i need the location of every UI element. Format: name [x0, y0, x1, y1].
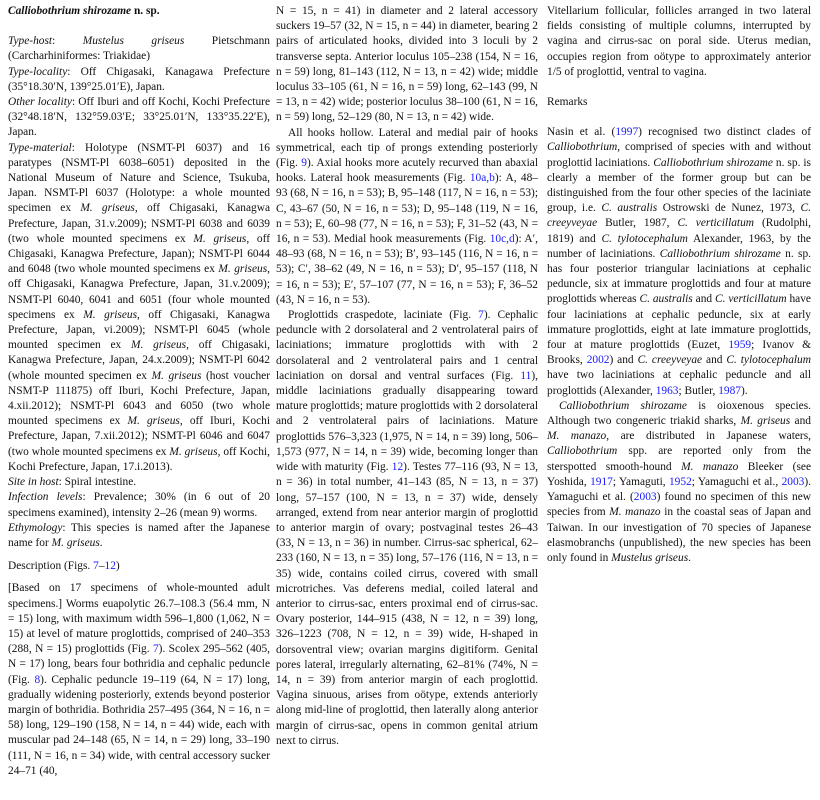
reference-link[interactable]: 7 [93, 560, 99, 573]
text-run: , off Chigasaki, Kanagwa Prefecture, Japan, 31.v.2009); NSMT-Pl 6038 and 6039 (two whole mounted specimens ex [8, 202, 270, 245]
text-run: ) [115, 560, 120, 573]
text-run: Description (Figs. [8, 560, 94, 573]
text-run: ). Scolex 295–562 (405, N = 17) long, bears four bothridia and cephalic peduncle (Fig. [8, 643, 271, 686]
reference-link[interactable]: 12 [391, 461, 404, 474]
reference-link[interactable]: 11 [520, 369, 532, 382]
text-run: . [688, 551, 691, 564]
text-run: ; Ivanov & Brooks, [547, 339, 811, 367]
species-title [8, 4, 270, 19]
text-run: All hooks hollow. Lateral and medial pair of hooks symmetrical, each tip of prongs extending posteriorly (Fig. [276, 126, 538, 170]
text-run: , are distributed in Japanese waters, [606, 430, 811, 443]
reference-link[interactable]: 1987 [718, 384, 741, 397]
column-1 [8, 4, 270, 779]
text-run: ; Yamaguti, [612, 475, 669, 488]
type-host [8, 34, 270, 64]
emphasized-text: Type-material [8, 141, 72, 154]
emphasized-text: M. griseus [151, 369, 202, 382]
text-run: Nasin et al. ( [547, 126, 616, 139]
emphasized-text: M. griseus [51, 536, 100, 549]
text-run: N = 15, n = 41) in diameter and 2 lateral accessory suckers 19–57 (32, N = 15, n = 44) in diameter, bearing 2 pairs of articulated hooks, divided into 3 loculi by 2 transverse septa. Anterior loculus 105–238 (154, N = 16, n = 59) long, 81–143 (112, N = 13, n = 42) wide; middle loculus 33–105 (61, N = 16, n = 59) long, 62–143 (99, N = 13, n = 42) wide; posterior loculus 38–100 (61, N = 16, n = 59) long, 52–129 (80, N = 13, n = 42) wide. [276, 5, 538, 124]
reference-link[interactable]: 10c,d [489, 233, 515, 246]
emphasized-text: M. griseus [80, 202, 135, 215]
emphasized-text: C. creeyveyae [547, 202, 811, 230]
emphasized-text: M. griseus [169, 445, 218, 458]
emphasized-text: C. creeyveyae [637, 354, 703, 367]
emphasized-text: M. manazo [547, 430, 607, 443]
emphasized-text: Type-host [8, 35, 53, 48]
emphasized-text: Type-locality [8, 65, 68, 78]
text-run: and [790, 415, 811, 428]
emphasized-text: C. verticillatum [677, 217, 755, 230]
text-run: ) found no specimen of this new species from [547, 491, 811, 519]
reference-link[interactable]: 7 [152, 643, 159, 656]
text-run: : Spiral intestine. [58, 476, 137, 489]
emphasized-text: M. griseus [127, 415, 180, 428]
text-run: n. sp. has four posterior triangular laciniations at cephalic peduncle, six at immature proglottids and four at mature proglottids whereas [547, 247, 812, 306]
text-run: have two laciniations at cephalic peduncle and all proglottids (Alexander, [547, 369, 811, 397]
text-run: ; Butler, [678, 384, 719, 397]
emphasized-text: C. australis [601, 202, 658, 215]
text-run: and [692, 293, 716, 306]
emphasized-text: Ethymology [8, 521, 63, 534]
text-run: – [98, 560, 105, 573]
text-run: ). Axial hooks more acutely recurved than abaxial hooks. Lateral hook measurements (Fig. [276, 157, 538, 185]
etymology [8, 521, 270, 551]
emphasized-text: Infection levels [8, 491, 83, 504]
text-run: Pietschmann (Carcharhiniformes: Triakidae) [8, 35, 271, 63]
text-run: : This species is named after the Japanese name for [8, 521, 270, 549]
text-run: ). Cephalic peduncle with 2 dorsolateral and 2 ventrolateral pairs of laciniations; immature proglottids with with 2 dorsolateral and 2 ventrolateral pairs and 1 central laciniation on dorsal and ventral surfaces (Fig. [276, 309, 538, 382]
text-run: ). Testes 77–116 (93, N = 13, n = 36) in total number, 41–143 (85, N = 13, n = 37) long, 57–157 (100, N = 13, n = 37) wide, densely arranged, extend from near anterior margin of proglottid to anterior margin of ovary; postvaginal testes 26–43 (33, N = 13, n = 36) in number. Cirrus-sac spherical, 62–233 (160, N = 13, n = 35) long, 57–176 (116, N = 13, n = 35) wide, contains coiled cirrus, covered with small microtriches. Vas deferens medial, coiled lateral and anterior to cirrus-sac, enters proximal end of cirrus-sac. Ovary posterior, 144–915 (438, N = 12, n = 39) long, 326–1223 (708, N = 12, n = 39) wide, H-shaped in dorsoventral view; ovarian margins digitiform. Genital pores lateral, irregularly alternating, 62–81% (74%, N = 14, n = 39) from anterior margin of each proglottid. Vagina sinuous, arises from oötype, extends anteriorly along mid-line of proglottid, then laterally along anterior margin of cirrus-sac, opens in common genital atrium next to cirrus. [276, 461, 538, 747]
reference-link[interactable]: 9 [301, 157, 307, 170]
reference-link[interactable]: 1917 [590, 475, 613, 488]
site-in-host [8, 475, 270, 490]
text-run: ; Yamaguchi et al., [691, 475, 782, 488]
description-heading [8, 559, 270, 574]
text-run: Bleeker (see Yoshida, [547, 460, 812, 488]
text-run: ). Yamaguchi et al. ( [547, 475, 811, 504]
text-run: , off Chigasaki, Kanagwa Prefecture, Japan, vi.2009); NSMT-Pl 6045 (whole mounted specimen ex [8, 308, 270, 352]
column-2 [276, 4, 538, 749]
emphasized-text: M. manazo [681, 460, 739, 473]
reference-link[interactable]: 2003 [633, 491, 657, 504]
text-run: : Prevalence; 30% (in 6 out of 20 specimens examined), intensity 2–26 (mean 9) worms. [8, 491, 271, 519]
text-run: ). [740, 384, 748, 397]
emphasized-text: M. griseus [740, 415, 791, 428]
reference-link[interactable]: 7 [478, 309, 484, 322]
text-run: Vitellarium follicular, follicles arranged in two lateral fields consisting of multiple columns, interrupted by vagina and cirrus-sac on poral side. Uterus median, occupies region from oötype to approximately anterior 1/5 of proglottid, ventral to vagina. [547, 5, 811, 78]
remarks-paragraph-2 [547, 399, 811, 566]
remarks-paragraph-1 [547, 125, 811, 399]
proglottids-paragraph [276, 308, 538, 749]
type-material [8, 141, 270, 475]
emphasized-text: M. griseus [193, 232, 247, 245]
reference-link[interactable]: 12 [104, 560, 116, 573]
reference-link[interactable]: 2003 [781, 475, 805, 488]
text-run: ): A, 48–93 (68, N = 16, n = 53); B, 95–148 (117, N = 16, n = 53); C, 43–67 (50, N = 16, n = 53); D, 95–148 (119, N = 16, n = 53); E, 60–98 (77, N = 16, n = 53); F, 31–52 (43, N = 16, n = 53). Medial hook measurements (Fig. [276, 172, 538, 246]
column-3 [547, 4, 811, 566]
reference-link[interactable]: 8 [34, 673, 41, 686]
reference-link[interactable]: 1963 [655, 384, 679, 397]
text-run: ) recognised two distinct clades of [638, 126, 811, 139]
emphasized-text: Calliobothrium shirozame [659, 247, 781, 260]
text-run: ): A′, 48–93 (68, N = 16, n = 53); B′, 93–145 (116, N = 16, n = 53); C′, 38–62 (49, N = 16, n = 53); D′, 95–157 (118, N = 16, n = 53); E′, 57–107 (77, N = 16, n = 53); F, 36–52 (43, N = 16, n = 53). [276, 233, 538, 306]
text-run: Butler, 1987, [597, 217, 678, 230]
text-run: have four laciniations at cephalic peduncle, six at early immature proglottids, eight at late immature proglottids, four at mature proglottids (Euzet, [547, 293, 811, 352]
reference-link[interactable]: 2002 [586, 354, 610, 367]
text-run: ), middle laciniations gradually disappearing toward mature proglottids; mature proglottids with 2 dorsolateral and 2 ventrolateral pairs of laciniations. Mature proglottids 576–3,323 (1,975, N = 14, n = 39) long, 506–1,573 (977, N = 14, n = 39) wide, becoming longer than wide with maturity (Fig. [276, 369, 538, 474]
emphasized-text: M. manazo [609, 506, 661, 519]
text-run: ) and [609, 354, 638, 367]
text-run: , off Chigasaki, Kanagwa Prefecture, Japan, 24.x.2009); NSMT-Pl 6042 (whole mounted specimen ex [8, 339, 271, 382]
text-run: , off Kochi, Kochi Prefecture, Japan, 17.i.2013). [8, 445, 271, 473]
text-run: (host voucher NSMT-P 111875) off Iburi, Kochi Prefecture, Japan, 4.xii.2012); NSMT-Pl 6043 and 6050 (two whole mounted specimens ex [8, 369, 271, 428]
emphasized-text: C. verticillatum [715, 293, 787, 306]
text-run: Proglottids craspedote, laciniate (Fig. [288, 309, 479, 322]
reference-link[interactable]: 1959 [728, 339, 752, 352]
emphasized-text: Calliobothrium shirozame [653, 156, 773, 169]
hooks-paragraph [276, 126, 538, 308]
emphasized-text: n. sp. [131, 5, 160, 17]
text-run: and [702, 354, 727, 367]
text-run: in the coastal seas of Japan and Taiwan. In our investigation of 70 species of Japanese elasmobranchs (unpublished), the new species has been only found in [547, 506, 812, 564]
other-locality [8, 95, 270, 141]
emphasized-text: C. tylotocephalum [601, 232, 688, 245]
text-run: : Off Iburi and off Kochi, Kochi Prefecture (32°48.18′N, 132°59.03′E; 33°25.01′N, 133°35.22′E), Japan. [8, 96, 271, 139]
text-run: (Rudolphi, 1819) and [547, 217, 811, 245]
reference-link[interactable]: 1952 [668, 475, 692, 488]
text-run: spp. are reported only from the sterspotted smooth-hound [547, 445, 811, 473]
emphasized-text: Mustelus griseus [82, 35, 185, 48]
emphasized-text: Site in host [8, 476, 59, 489]
infection-levels [8, 490, 270, 520]
text-run: , off Iburi, Kochi Prefecture, Japan, 7.xii.2012); NSMT-Pl 6046 and 6047 (two whole mounted specimens ex [8, 415, 271, 458]
text-run: Alexander, 1963, by the number of laciniations. [547, 232, 811, 260]
text-run: , off Chigasaki, Kanagwa Prefecture, Japan, 31.v.2009); NSMT-Pl 6040, 6041 and 6051 (four whole mounted specimens ex [8, 263, 270, 321]
text-run: ). Cephalic peduncle 19–119 (64, N = 17) long, gradually widening posteriorly, extends beyond posterior margin of bothridia. Bothridia 257–495 (364, N = 16, n = 58) long, 129–190 (158, N = 14, n = 44) wide, each with muscular pad 24–148 (65, N = 14, n = 29) long, 33–190 (111, N = 16, n = 34) wide, with central accessory sucker 24–71 (40, [8, 673, 270, 777]
emphasized-text: Calliobothrium shirozame [8, 5, 132, 17]
remarks-heading: Remarks [547, 96, 588, 109]
description-paragraph [8, 581, 270, 779]
vitellarium-paragraph [547, 4, 811, 80]
emphasized-text: C. tylotocephalum [726, 354, 811, 367]
emphasized-text: C. australis [639, 293, 693, 306]
reference-link[interactable]: 1997 [615, 126, 639, 139]
text-run: . [99, 536, 103, 549]
emphasized-text: Calliobothrium [547, 141, 618, 154]
emphasized-text: M. griseus [218, 263, 268, 276]
text-run: : Off Chigasaki, Kanagawa Prefecture (35°18.30′N, 139°25.01′E), Japan. [8, 65, 270, 93]
text-run: , comprised of species with and without proglottid laciniations. [547, 141, 811, 169]
scolex-continuation-paragraph [276, 4, 538, 126]
text-run: [Based on 17 specimens of whole-mounted adult specimens.] Worms euapolytic 26.7–108.3 (56.4 mm, N = 15) long, with maximum width 596–1,800 (1,062, N = 15) at level of mature proglottids, comprised of 240–353 (288, N = 15) proglottids (Fig. [8, 582, 270, 656]
text-run: : Holotype (NSMT-Pl 6037) and 16 paratypes (NSMT-Pl 6038–6051) deposited in the National Museum of Nature and Science, Tsukuba, Japan. NSMT-Pl 6037 (Holotype: a whole mounted specimen ex [8, 141, 270, 215]
emphasized-text: Calliobothrium [547, 445, 618, 458]
type-locality [8, 65, 270, 95]
emphasized-text: Other locality [8, 96, 72, 109]
text-run: n. sp. is clearly a member of the former group but can be distinguished from the four other species of the laciniate group, i.e. [547, 156, 811, 215]
text-run: , off Chigasaki, Kanagwa Prefecture, Japan); NSMT-Pl 6044 and 6048 (two whole mounted specimens ex [8, 232, 271, 276]
text-run: : [52, 35, 83, 48]
emphasized-text: Mustelus griseus [611, 551, 689, 564]
emphasized-text: M. griseus [83, 308, 138, 321]
reference-link[interactable]: 10a,b [469, 172, 495, 185]
emphasized-text: Calliobothrium shirozame [559, 399, 687, 412]
emphasized-text: M. griseus [131, 339, 187, 352]
text-run: is oioxenous species. Although two congeneric triakid sharks, [547, 399, 811, 428]
text-run: Ostrowski de Nunez, 1973, [657, 202, 801, 215]
